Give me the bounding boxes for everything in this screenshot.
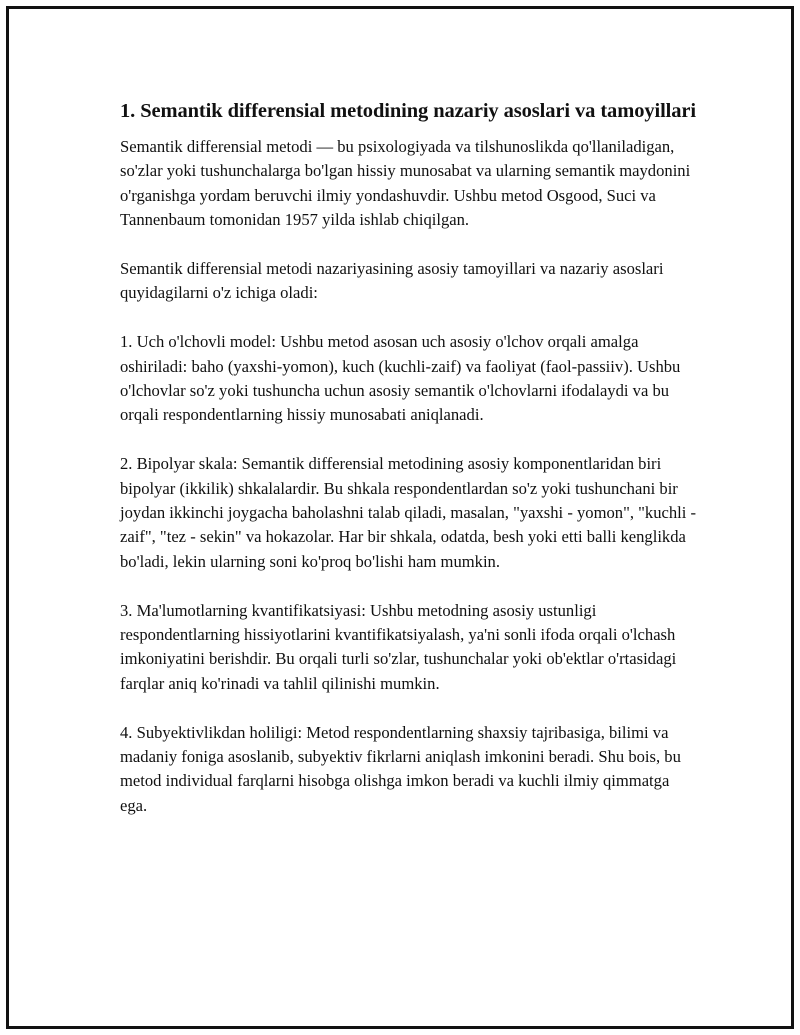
paragraph-principles-intro: Semantik differensial metodi nazariyasining asosiy tamoyillari va nazariy asoslari quyidagilarni o'z ichiga oladi: xyxy=(120,259,664,303)
paragraph-intro: Semantik differensial metodi — bu psixologiyada va tilshunoslikda qo'llaniladigan, so'zlar yoki tushunchalarga bo'lgan hissiy munosabat va ularning semantik maydonini o'rganishga yordam beruvchi ilmiy yondashuvdir. Ushbu metod Osgood, Suci va Tannenbaum tomonidan 1957 yilda ishlab chiqilgan. xyxy=(120,137,691,230)
paragraph-quantification: 3. Ma'lumotlarning kvantifikatsiyasi: Ushbu metodning asosiy ustunligi respondentlarning hissiyotlarini kvantifikatsiyalash, ya'ni sonli ifoda orqali o'lchash imkoniyatini berishdir. Bu orqali turli so'zlar, tushunchalar yoki ob'ektlar o'rtasidagi farqlar aniq ko'rinadi va tahlil qilinishi mumkin. xyxy=(120,600,677,693)
paragraph-subjectivity: 4. Subyektivlikdan holiligi: Metod respondentlarning shaxsiy tajribasiga, bilimi va madaniy foniga asoslanib, subyektiv fikrlarni aniqlash imkonini beradi. Shu bois, bu metod individual farqlarni hisobga olishga imkon beradi va kuchli ilmiy qimmatga ega. xyxy=(120,722,681,815)
paragraph-three-dimensional-model: 1. Uch o'lchovli model: Ushbu metod asosan uch asosiy o'lchov orqali amalga oshiriladi: baho (yaxshi-yomon), kuch (kuchli-zaif) va faoliyat (faol-passiiv). Ushbu o'lchovlar so'z yoki tushuncha uchun asosiy semantik o'lchovlarni ifodalaydi va bu orqali respondentlarning hissiy munosabati aniqlanadi. xyxy=(120,332,681,425)
paragraph-bipolar-scale: 2. Bipolyar skala: Semantik differensial metodining asosiy komponentlaridan biri bipolyar (ikkilik) shkalalardir. Bu shkala respondentlardan so'z yoki tushunchani bir joydan ikkinchi joygacha baholashni talab qiladi, masalan, "yaxshi - yomon", "kuchli - zaif", "tez - sekin" va hokazolar. Har bir shkala, odatda, besh yoki etti balli kenglikda bo'ladi, lekin ularning soni ko'proq bo'lishi ham mumkin. xyxy=(120,454,697,571)
document-title: 1. Semantik differensial metodining nazariy asoslari va tamoyillari xyxy=(120,100,697,122)
document-body xyxy=(120,97,700,843)
page-frame xyxy=(6,6,794,1029)
